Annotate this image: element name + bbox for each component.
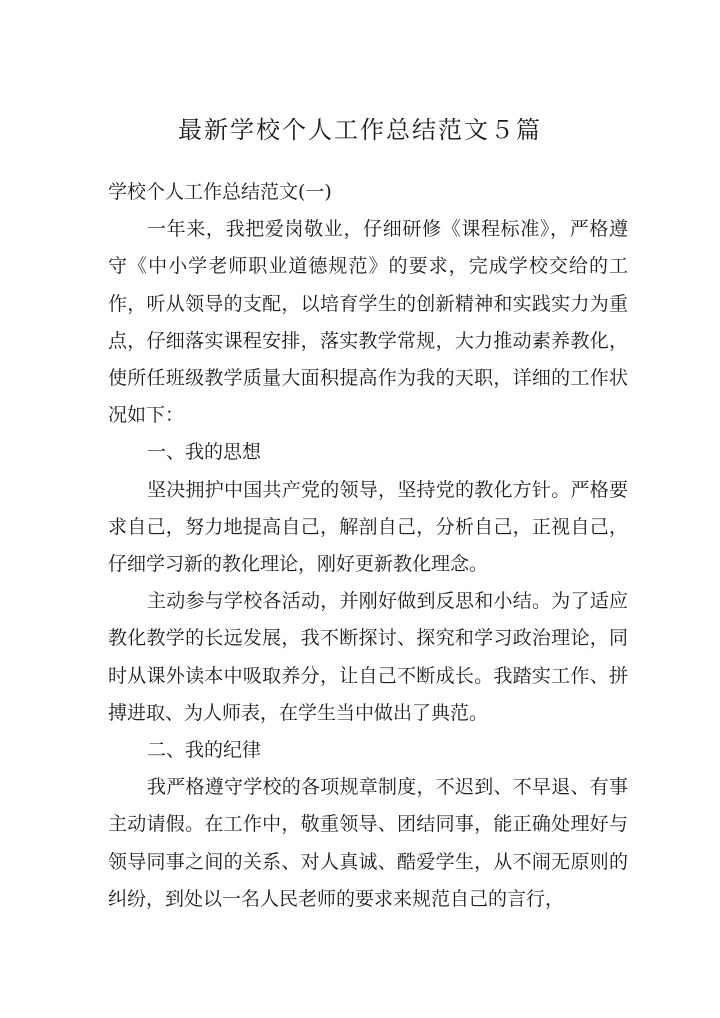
paragraph-thought-1: 坚决拥护中国共产党的领导，坚持党的教化方针。严格要求自己，努力地提高自己，解剖自己，分析自己，正视自己，仔细学习新的教化理论，刚好更新教化理念。	[108, 478, 628, 576]
document-body	[108, 174, 628, 918]
paragraph-discipline: 我严格遵守学校的各项规章制度，不迟到、不早退、有事主动请假。在工作中，敬重领导、团结同事，能正确处理好与领导同事之间的关系、对人真诚、酷爱学生，从不闹无原则的纠纷，到处以一名人民老师的要求来规范自己的言行，	[108, 776, 628, 910]
paragraph-intro: 一年来，我把爱岗敬业，仔细研修《课程标准》，严格遵守《中小学老师职业道德规范》的要求，完成学校交给的工作，听从领导的支配，以培育学生的创新精神和实践实力为重点，仔细落实课程安排，落实教学常规，大力推动素养教化，使所任班级教学质量大面积提高作为我的天职，详细的工作状况如下：	[108, 218, 628, 427]
paragraph-thought-2: 主动参与学校各活动，并刚好做到反思和小结。为了适应教化教学的长远发展，我不断探讨、探究和学习政治理论，同时从课外读本中吸取养分，让自己不断成长。我踏实工作、拼搏进取、为人师表，在学生当中做出了典范。	[108, 590, 628, 724]
subheading-thought: 一、我的思想	[147, 441, 262, 464]
section-heading: 学校个人工作总结范文(一)	[108, 181, 332, 203]
document-title: 最新学校个人工作总结范文５篇	[178, 116, 542, 144]
subheading-discipline: 二、我的纪律	[147, 739, 262, 762]
